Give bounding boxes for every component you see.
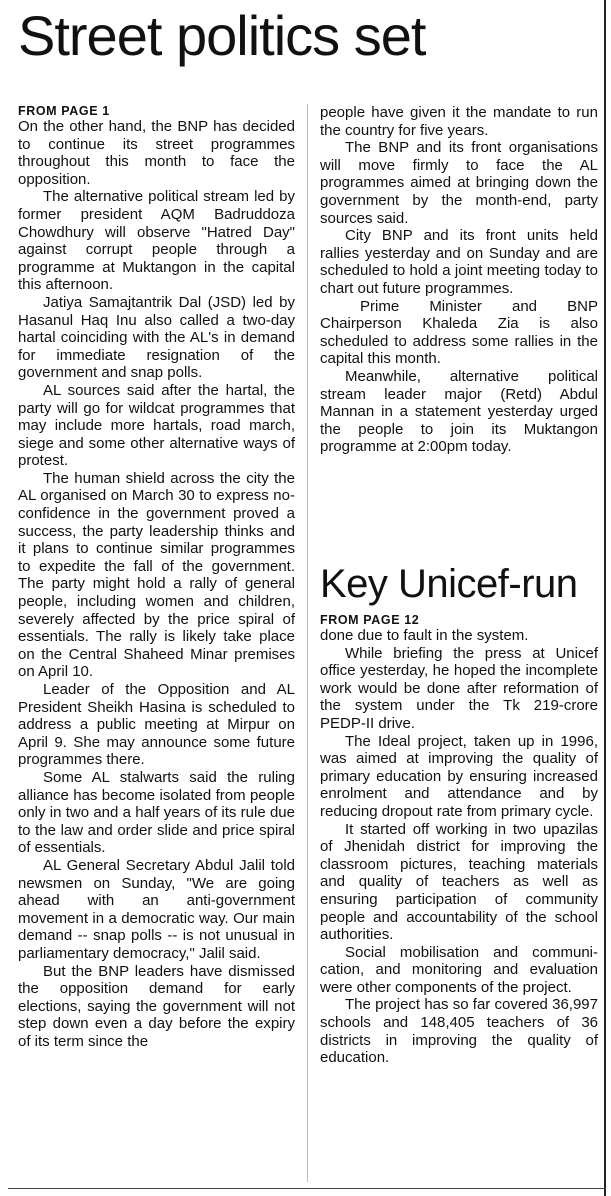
paragraph: Prime Minister and BNP Chairperson Khaleda Zia is also scheduled to address some rallies in the capital this month.	[320, 297, 598, 368]
paragraph: done due to fault in the system.	[320, 627, 529, 644]
paragraph: It started off working in two upazilas of Jhenidah district for improving the classroom pictures, teaching materials and quality of teachers as well as ensuring participation of community people and accountability of the school authorities.	[320, 820, 598, 944]
column-divider	[307, 104, 308, 1182]
paragraph: The Ideal project, taken up in 1996, was aimed at improving the quality of primary education by ensuring increased enrolment and attendance and by reducing dropout rate from primary cycle.	[320, 732, 598, 820]
article-column-right	[320, 104, 598, 456]
paragraph: Social mobilisation and communication, and monitoring and evaluation were other components of the project.	[320, 943, 598, 996]
paragraph: Meanwhile, alternative political stream leader major (Retd) Abdul Mannan in a statement yesterday urged the people to join its Muktangon programme at 2:00pm today.	[320, 367, 598, 456]
paragraph: people have given it the mandate to run the country for five years.	[320, 104, 598, 139]
paragraph: Some AL stalwarts said the ruling alliance has become isolated from people only in two and a half years of its rule due to the law and order slide and price spiral of essentials.	[18, 768, 295, 857]
paragraph: AL General Secretary Abdul Jalil told newsmen on Sunday, "We are going ahead with an anti-government movement in a democratic way. Our main demand -- snap polls -- is not unusual in parliamentary democracy," Jalil said.	[18, 856, 295, 962]
dateline: FROM PAGE 12	[320, 613, 420, 627]
paragraph: While briefing the press at Unicef office yesterday, he hoped the incomplete work would be done after reformation of the system under the Tk 219-crore PEDP-II drive.	[320, 644, 598, 732]
second-article-column	[320, 613, 598, 1067]
article-column-left	[18, 104, 295, 1050]
second-article-headline: Key Unicef-run	[320, 562, 578, 606]
paragraph: On the other hand, the BNP has decided to continue its street programmes throughout this month to face the opposition.	[18, 118, 295, 188]
page-edge-rule	[604, 0, 606, 1196]
article-headline: Street politics set	[18, 4, 426, 67]
paragraph: Jatiya Samajtantrik Dal (JSD) led by Hasanul Haq Inu also called a two-day hartal coinciding with the AL's in demand for immediate resignation of the government and snap polls.	[18, 293, 295, 382]
bottom-rule	[8, 1188, 606, 1189]
paragraph: But the BNP leaders have dismissed the opposition demand for early elections, saying the government will not step down even a day before the expiry of its term since the	[18, 962, 295, 1050]
dateline: FROM PAGE 1	[18, 104, 110, 118]
paragraph: The human shield across the city the AL organised on March 30 to express no-confidence in the government proved a success, the party leadership thinks and it plans to continue similar programmes to expedite the fall of the government. The party might hold a rally of general people, including women and children, severely affected by the price spiral of essentials. The rally is likely take place on the Central Shaheed Minar premises on April 10.	[18, 469, 295, 681]
paragraph: The alternative political stream led by former president AQM Badruddoza Chowdhury will observe "Hatred Day" against corrupt people through a programme at Muktangon in the capital this afternoon.	[18, 188, 295, 294]
paragraph: City BNP and its front units held rallies yesterday and on Sunday and are scheduled to hold a joint meeting today to chart out future programmes.	[320, 227, 598, 297]
paragraph: The project has so far covered 36,997 schools and 148,405 teachers of 36 districts in improving the quality of education.	[320, 996, 598, 1067]
paragraph: The BNP and its front organisations will move firmly to face the AL programmes aimed at bringing down the government by the month-end, party sources said.	[320, 139, 598, 227]
paragraph: Leader of the Opposition and AL President Sheikh Hasina is scheduled to address a public meeting at Mirpur on April 9. She may announce some future programmes there.	[18, 681, 295, 769]
paragraph: AL sources said after the hartal, the party will go for wildcat programmes that may include more hartals, road march, siege and some other alternative ways of protest.	[18, 381, 295, 470]
